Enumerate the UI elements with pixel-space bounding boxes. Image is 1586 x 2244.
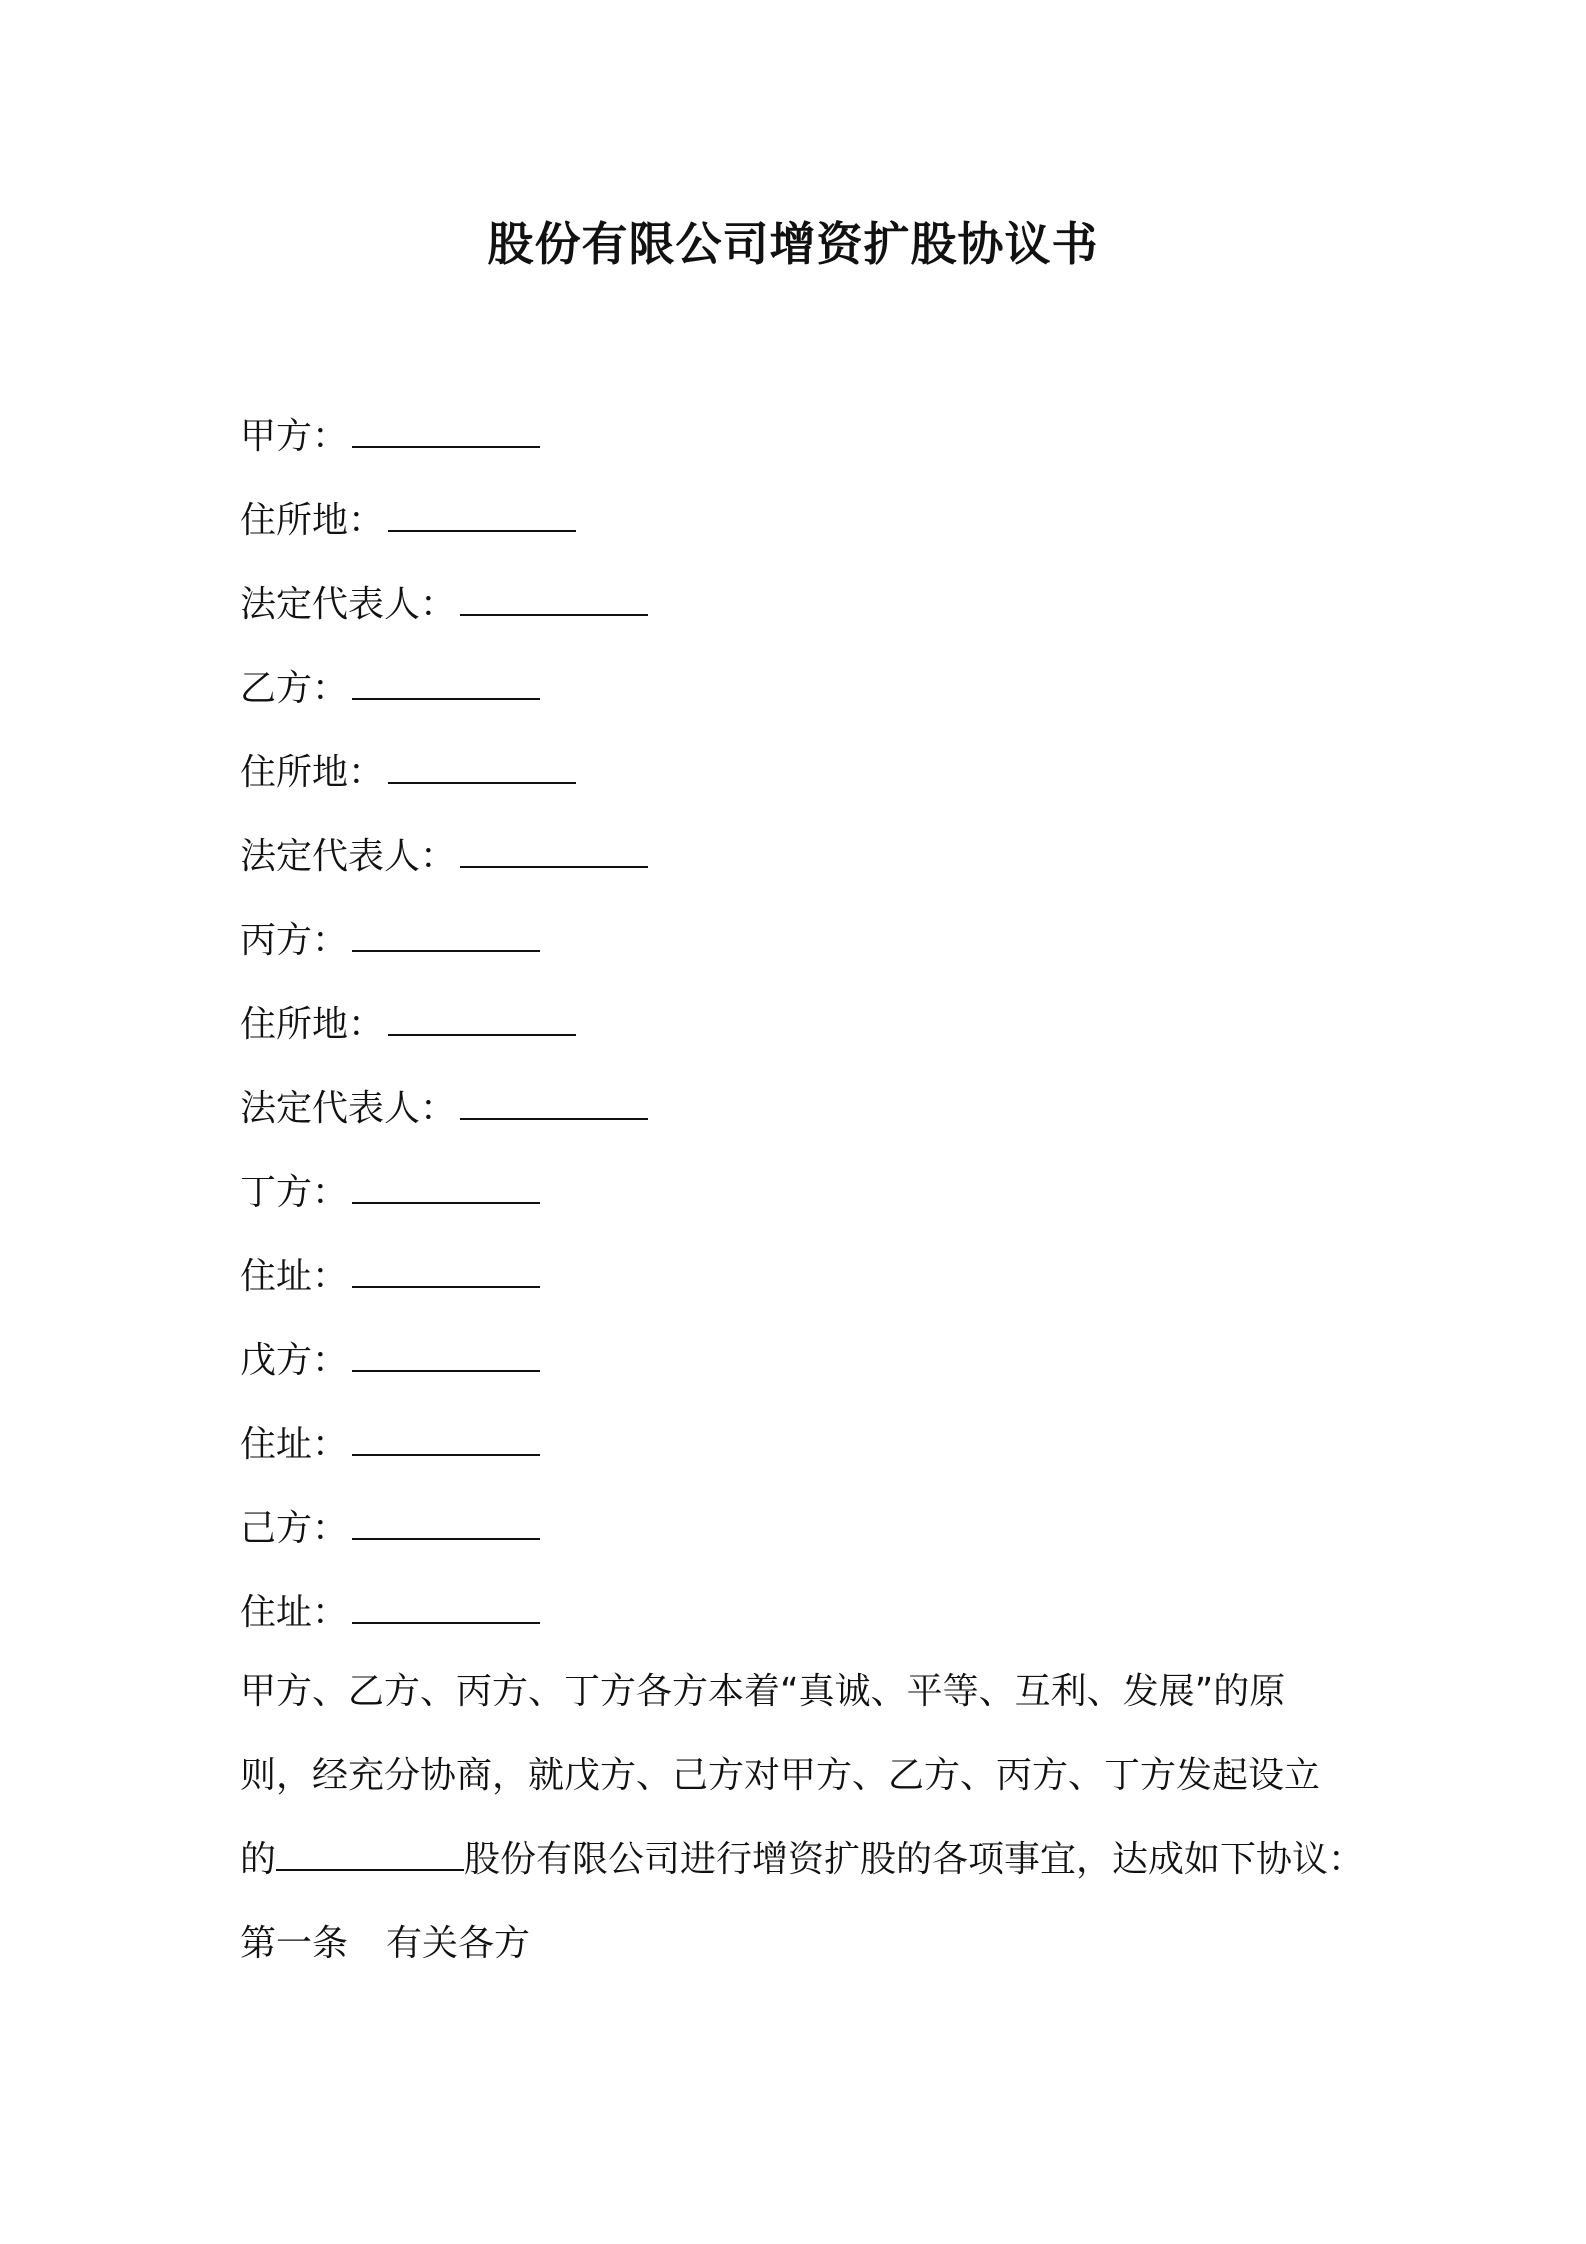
party-c-address-field [240,996,1360,1080]
fill-in-blank[interactable] [388,492,576,532]
preamble-suffix: 股份有限公司进行增资扩股的各项事宜，达成如下协议： [464,1839,1365,1880]
party-a-address-field [240,492,1360,576]
fill-in-blank[interactable] [460,828,648,868]
fill-in-blank[interactable] [388,996,576,1036]
party-a-name-field [240,408,1360,492]
party-e-name-field [240,1332,1360,1416]
company-name-blank[interactable] [276,1831,464,1871]
field-label: 住址： [240,1256,349,1297]
fill-in-blank[interactable] [352,1500,540,1540]
field-label: 法定代表人： [240,584,457,625]
fill-in-blank[interactable] [352,1416,540,1456]
preamble-paragraph [240,1650,1365,1986]
field-label: 住址： [240,1592,349,1633]
article-heading [240,1902,1350,1986]
party-e-address-field [240,1416,1360,1500]
fill-in-blank[interactable] [352,660,540,700]
preamble-line [240,1818,1365,1902]
field-label: 法定代表人： [240,836,457,877]
preamble-prefix: 的 [240,1839,277,1880]
field-label: 住所地： [240,500,385,541]
field-label: 乙方： [240,668,349,709]
field-label: 住所地： [240,752,385,793]
fill-in-blank[interactable] [352,1332,540,1372]
field-label: 甲方： [240,416,349,457]
fill-in-blank[interactable] [460,576,648,616]
article-title: 有关各方 [386,1923,531,1964]
field-label: 戊方： [240,1340,349,1381]
preamble-line: 甲方、乙方、丙方、丁方各方本着“真诚、平等、互利、发展”的原 [240,1671,1286,1712]
field-label: 丁方： [240,1172,349,1213]
article-number: 第一条 [240,1923,349,1964]
fill-in-blank[interactable] [352,408,540,448]
party-c-name-field [240,912,1360,996]
party-b-representative-field [240,828,1360,912]
fill-in-blank[interactable] [460,1080,648,1120]
party-fields [240,408,1360,1668]
fill-in-blank[interactable] [352,912,540,952]
party-b-address-field [240,744,1360,828]
party-c-representative-field [240,1080,1360,1164]
document-title: 股份有限公司增资扩股协议书 [487,217,1099,271]
fill-in-blank[interactable] [388,744,576,784]
party-b-name-field [240,660,1360,744]
fill-in-blank[interactable] [352,1248,540,1288]
field-label: 丙方： [240,920,349,961]
party-d-address-field [240,1248,1360,1332]
field-label: 法定代表人： [240,1088,457,1129]
field-label: 己方： [240,1508,349,1549]
fill-in-blank[interactable] [352,1584,540,1624]
fill-in-blank[interactable] [352,1164,540,1204]
party-d-name-field [240,1164,1360,1248]
field-label: 住所地： [240,1004,385,1045]
preamble-line: 则，经充分协商，就戊方、己方对甲方、乙方、丙方、丁方发起设立 [240,1755,1321,1796]
party-a-representative-field [240,576,1360,660]
party-f-name-field [240,1500,1360,1584]
field-label: 住址： [240,1424,349,1465]
